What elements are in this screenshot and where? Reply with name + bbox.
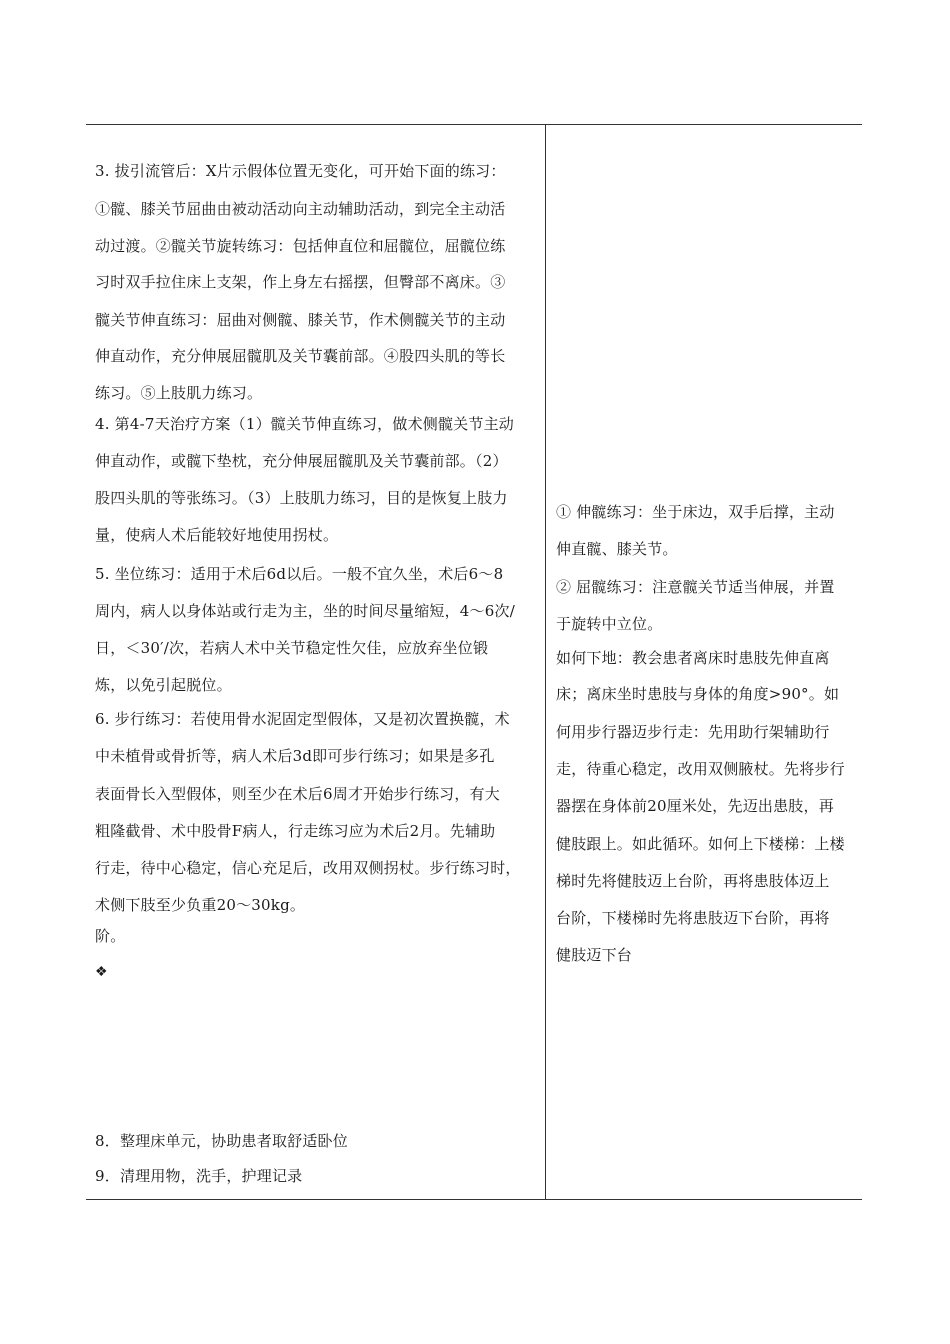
left-line: 髋关节伸直练习：屈曲对侧髋、膝关节，作术侧髋关节的主动 [95,311,506,329]
right-line: 梯时先将健肢迈上台阶，再将患肢体迈上 [556,872,830,890]
left-line: 伸直动作，充分伸展屈髋肌及关节囊前部。④股四头肌的等长 [95,347,506,365]
left-line: 粗隆截骨、术中股骨F病人，行走练习应为术后2月。先辅助 [95,822,496,840]
left-line: 中未植骨或骨折等，病人术后3d即可步行练习；如果是多孔 [95,747,495,765]
left-line: 3. 拔引流管后：X片示假体位置无变化，可开始下面的练习： [95,162,506,180]
diamond-bullet-icon: ❖ [95,964,108,980]
column-divider [545,124,546,1200]
right-line: 健肢跟上。如此循环。如何上下楼梯：上楼 [556,835,845,853]
left-line: 行走，待中心稳定，信心充足后，改用双侧拐杖。步行练习时， [95,859,521,877]
right-line: ① 伸髋练习：坐于床边，双手后撑，主动 [556,503,835,521]
left-line: 伸直动作，或髋下垫枕，充分伸展屈髋肌及关节囊前部。（2） [95,452,508,470]
right-line: 如何下地：教会患者离床时患肢先伸直离 [556,649,830,667]
right-line: ② 屈髋练习：注意髋关节适当伸展，并置 [556,578,835,596]
left-line: 动过渡。②髋关节旋转练习：包括伸直位和屈髋位，屈髋位练 [95,237,506,255]
right-line: 伸直髋、膝关节。 [556,540,678,558]
left-line: 4. 第4-7天治疗方案（1）髋关节伸直练习，做术侧髋关节主动 [95,415,514,433]
right-line: 何用步行器迈步行走：先用助行架辅助行 [556,723,830,741]
left-step-8: 8．整理床单元，协助患者取舒适卧位 [95,1132,348,1150]
left-line: 5. 坐位练习：适用于术后6d以后。一般不宜久坐，术后6～8 [95,565,504,583]
left-line: 股四头肌的等张练习。（3）上肢肌力练习，目的是恢复上肢力 [95,489,508,507]
left-line: 6. 步行练习：若使用骨水泥固定型假体，又是初次置换髋，术 [95,710,510,728]
left-line: ①髋、膝关节屈曲由被动活动向主动辅助活动，到完全主动活 [95,200,506,218]
left-line: 练习。⑤上肢肌力练习。 [95,384,263,402]
right-line: 器摆在身体前20厘米处，先迈出患肢，再 [556,797,834,815]
left-line: 表面骨长入型假体，则至少在术后6周才开始步行练习，有大 [95,785,500,803]
left-line: 日，＜30′/次，若病人术中关节稳定性欠佳，应放弃坐位锻 [95,639,489,657]
left-line: 术侧下肢至少负重20～30kg。 [95,896,306,914]
left-line: 炼，以免引起脱位。 [95,676,232,694]
left-line: 周内，病人以身体站或行走为主，坐的时间尽量缩短，4～6次/ [95,602,515,620]
right-line: 健肢迈下台 [556,946,633,964]
left-step-9: 9．清理用物，洗手，护理记录 [95,1167,303,1185]
left-line: 习时双手拉住床上支架，作上身左右摇摆，但臀部不离床。③ [95,273,506,291]
right-line: 于旋转中立位。 [556,615,663,633]
left-line: 阶。 [95,927,126,945]
right-line: 床；离床坐时患肢与身体的角度>90°。如 [556,685,840,703]
right-line: 走，待重心稳定，改用双侧腋杖。先将步行 [556,760,845,778]
left-line: 量，使病人术后能较好地使用拐杖。 [95,526,339,544]
right-line: 台阶，下楼梯时先将患肢迈下台阶，再将 [556,909,830,927]
